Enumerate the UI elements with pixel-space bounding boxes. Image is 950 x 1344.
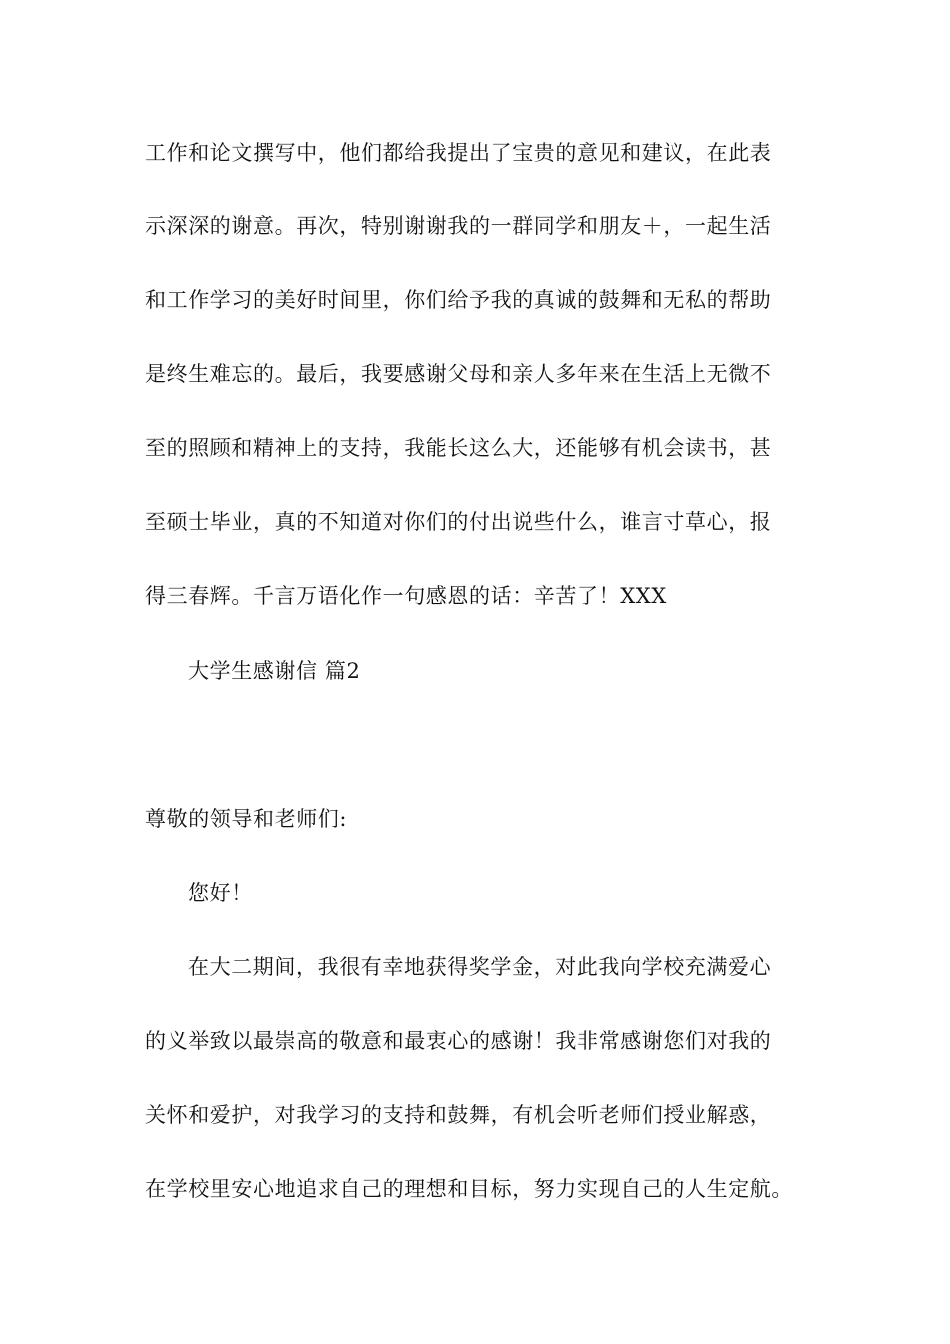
paragraph-line: 的义举致以最崇高的敬意和最衷心的感谢！我非常感谢您们对我的 xyxy=(145,1029,772,1053)
paragraph-line: 得三春辉。千言万语化作一句感恩的话：辛苦了！XXX xyxy=(145,584,667,608)
paragraph-line: 在学校里安心地追求自己的理想和目标，努力实现自己的人生定航。 xyxy=(145,1177,793,1201)
greeting: 您好！ xyxy=(188,881,253,905)
paragraph-line: 示深深的谢意。再次，特别谢谢我的一群同学和朋友＋，一起生活 xyxy=(145,214,772,238)
paragraph-line: 关怀和爱护，对我学习的支持和鼓舞，有机会听老师们授业解惑， xyxy=(145,1103,772,1127)
section-title: 大学生感谢信 篇2 xyxy=(188,659,361,683)
paragraph-line: 在大二期间，我很有幸地获得奖学金，对此我向学校充满爱心 xyxy=(188,955,772,979)
paragraph-line: 是终生难忘的。最后，我要感谢父母和亲人多年来在生活上无微不 xyxy=(145,362,772,386)
paragraph-line: 和工作学习的美好时间里，你们给予我的真诚的鼓舞和无私的帮助 xyxy=(145,288,772,312)
paragraph-line: 至硕士毕业，真的不知道对你们的付出说些什么，谁言寸草心，报 xyxy=(145,510,772,534)
paragraph-line: 工作和论文撰写中，他们都给我提出了宝贵的意见和建议，在此表 xyxy=(145,141,772,165)
salutation: 尊敬的领导和老师们: xyxy=(145,807,348,831)
paragraph-line: 至的照顾和精神上的支持，我能长这么大，还能够有机会读书，甚 xyxy=(145,436,772,460)
